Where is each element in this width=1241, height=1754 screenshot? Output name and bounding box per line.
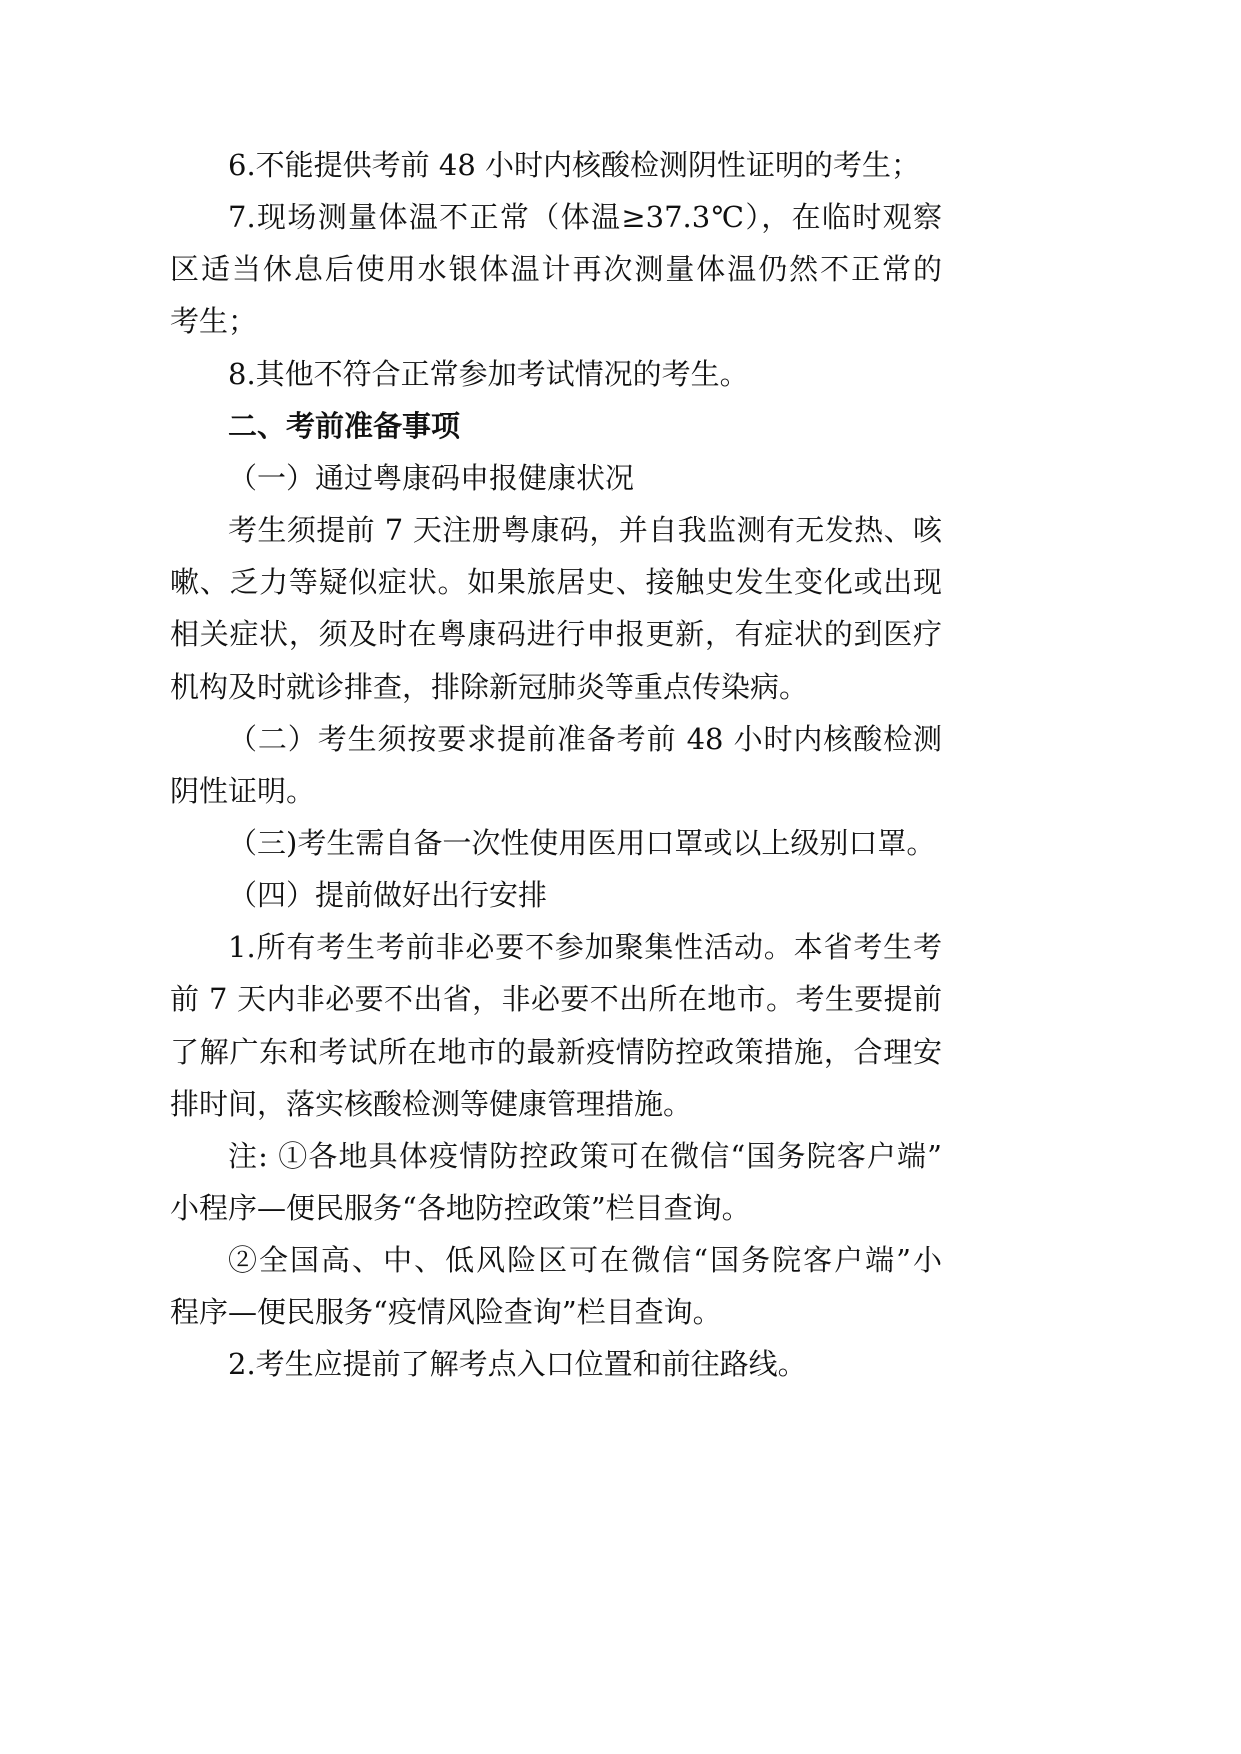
text-line: （一）通过粤康码申报健康状况	[228, 460, 635, 495]
text-line: 注: ①各地具体疫情防控政策可在微信“国务院客户端”	[228, 1138, 942, 1173]
text-line: 阴性证明。	[170, 773, 316, 808]
text-line: 前 7 天内非必要不出省，非必要不出所在地市。考生要提前	[170, 982, 942, 1017]
text-line: 了解广东和考试所在地市的最新疫情防控政策措施，合理安	[170, 1034, 942, 1069]
text-line: 嗽、乏力等疑似症状。如果旅居史、接触史发生变化或出现	[170, 565, 942, 600]
text-line: （三)考生需自备一次性使用医用口罩或以上级别口罩。	[228, 825, 936, 860]
text-line: 二、考前准备事项	[228, 408, 461, 443]
text-line: ②全国高、中、低风险区可在微信“国务院客户端”小	[228, 1243, 942, 1278]
text-line: 7.现场测量体温不正常（体温≥37.3℃），在临时观察	[228, 200, 942, 235]
text-line: 考生须提前 7 天注册粤康码，并自我监测有无发热、咳	[228, 513, 942, 548]
text-line: （二）考生须按要求提前准备考前 48 小时内核酸检测	[228, 721, 942, 756]
text-line: 机构及时就诊排查，排除新冠肺炎等重点传染病。	[170, 669, 809, 704]
text-line: 相关症状，须及时在粤康码进行申报更新，有症状的到医疗	[170, 617, 942, 652]
text-line: 6.不能提供考前 48 小时内核酸检测阴性证明的考生；	[228, 148, 921, 182]
text-line: 排时间，落实核酸检测等健康管理措施。	[170, 1086, 693, 1121]
text-line: 8.其他不符合正常参加考试情况的考生。	[228, 356, 749, 391]
text-line: 程序—便民服务“疫情风险查询”栏目查询。	[170, 1295, 722, 1330]
text-line: 小程序—便民服务“各地防控政策”栏目查询。	[170, 1191, 751, 1225]
text-line: 区适当休息后使用水银体温计再次测量体温仍然不正常的	[170, 252, 942, 287]
text-line: 1.所有考生考前非必要不参加聚集性活动。本省考生考	[228, 930, 942, 965]
text-line: 2.考生应提前了解考点入口位置和前往路线。	[228, 1347, 807, 1382]
text-line: （四）提前做好出行安排	[228, 878, 548, 913]
text-line: 考生；	[170, 304, 258, 339]
